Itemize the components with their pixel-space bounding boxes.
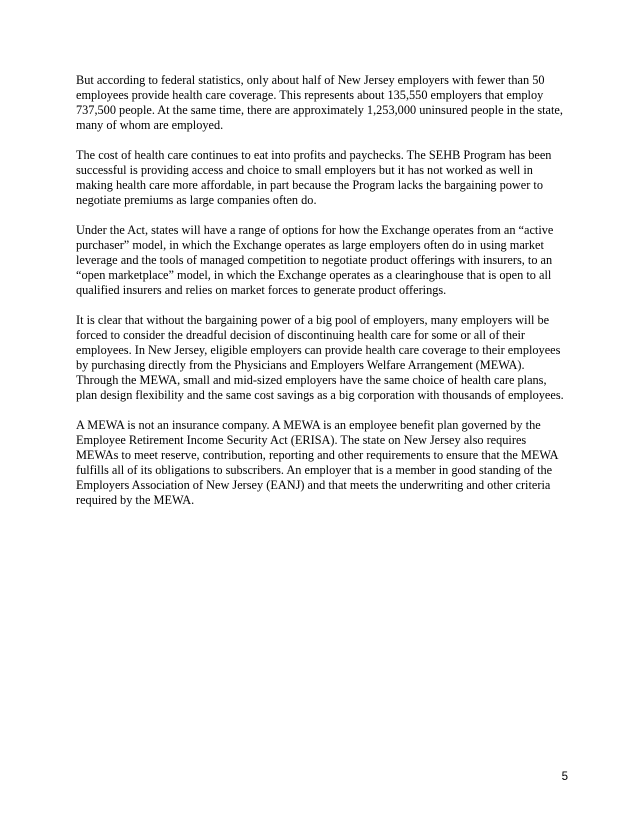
paragraph-mewa-definition: A MEWA is not an insurance company. A MEWA is an employee benefit plan governed by the Employee Retirement Income Security Act (ERISA). The state on New Jersey also requires MEWAs to meet reserve, contribution, reporting and other requirements to ensure that the MEWA fulfills all of its obligations to subscribers. An employer that is a member in good standing of the Employers Association of New Jersey (EANJ) and that meets the underwriting and other criteria required by the MEWA. (76, 418, 558, 507)
body-text (76, 73, 568, 523)
paragraph-cost-of-health-care: The cost of health care continues to eat into profits and paychecks. The SEHB Program has been successful is providing access and choice to small employers but it has not worked as well in making health care more affordable, in part because the Program lacks the bargaining power to negotiate premiums as large companies often do. (76, 148, 552, 207)
paragraph-federal-statistics: But according to federal statistics, only about half of New Jersey employers with fewer than 50 employees provide health care coverage. This represents about 135,550 employers that employ 737,500 people. At the same time, there are approximately 1,253,000 uninsured people in the state, many of whom are employed. (76, 73, 563, 132)
page-number: 5 (561, 771, 568, 783)
paragraph-bargaining-power: It is clear that without the bargaining power of a big pool of employers, many employers will be forced to consider the dreadful decision of discontinuing health care for some or all of their employees. In New Jersey, eligible employers can provide health care coverage to their employees by purchasing directly from the Physicians and Employers Welfare Arrangement (MEWA). Through the MEWA, small and mid-sized employers have the same choice of health care plans, plan design flexibility and the same cost savings as a big corporation with thousands of employees. (76, 313, 564, 402)
paragraph-exchange-options: Under the Act, states will have a range of options for how the Exchange operates from an “active purchaser” model, in which the Exchange operates as large employers often do in using market leverage and the tools of managed competition to negotiate product offerings with insurers, to an “open marketplace” model, in which the Exchange operates as a clearinghouse that is open to all qualified insurers and relies on market forces to generate product offerings. (76, 223, 554, 297)
